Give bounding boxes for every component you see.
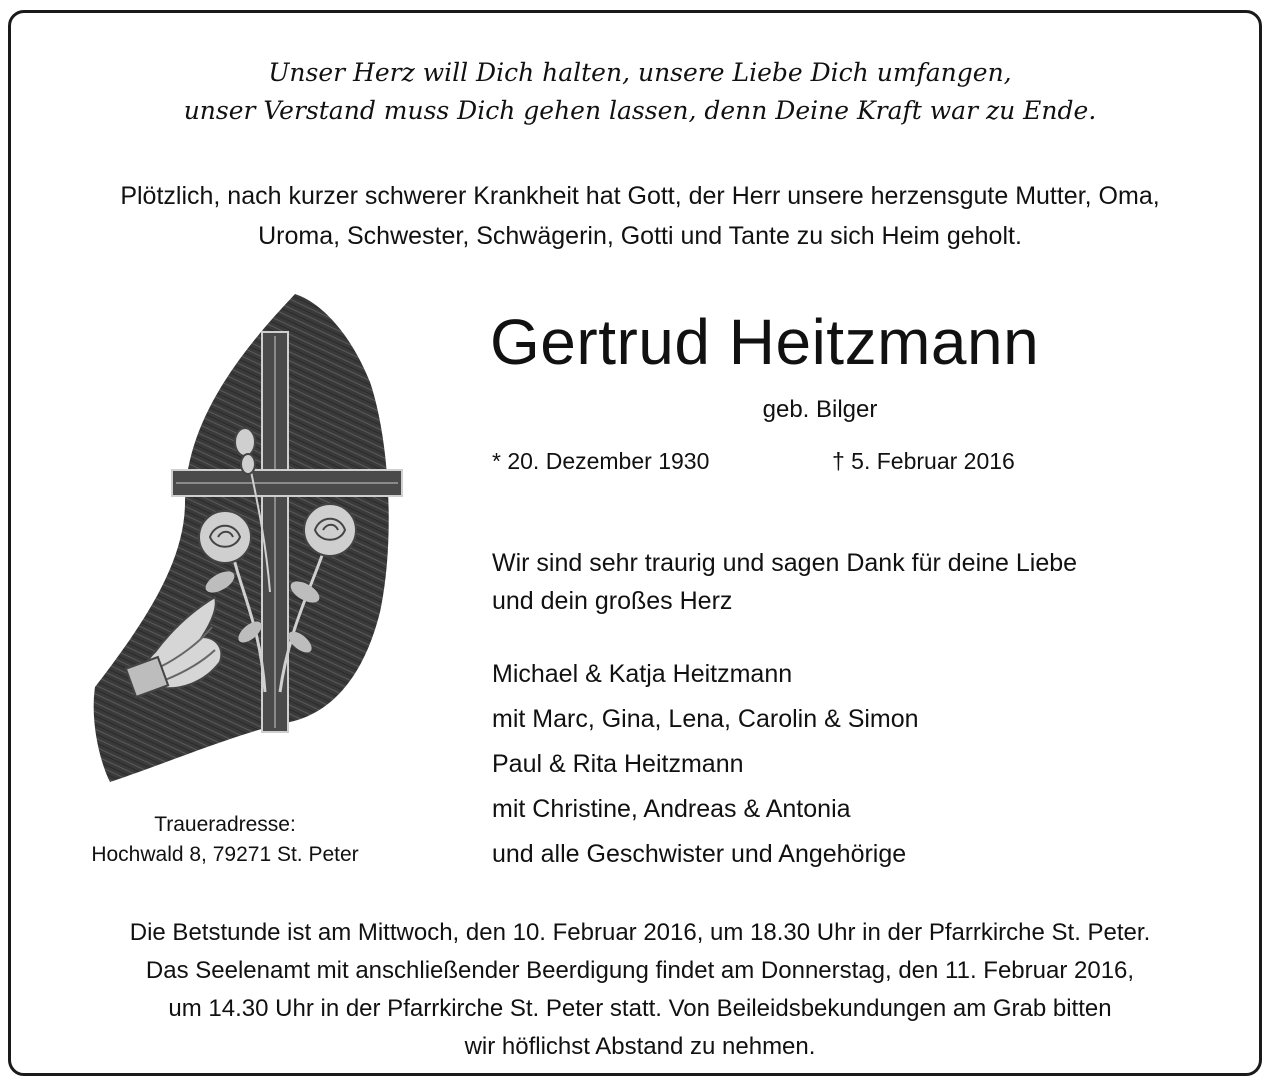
family-line: Paul & Rita Heitzmann [492,750,744,778]
service-info [0,914,1280,1066]
thanks-line-1: Wir sind sehr traurig und sagen Dank für deine Liebe [492,549,1078,577]
address-label: Traueradresse: [154,813,296,836]
mourning-address [40,810,410,870]
cross-with-roses-and-praying-hands-icon [90,292,410,792]
thanks-line-2: und dein großes Herz [492,587,733,615]
intro-text [0,176,1280,256]
memorial-image [90,292,410,792]
service-line-4: wir höflichst Abstand zu nehmen. [464,1033,816,1060]
family-line: und alle Geschwister und Angehörige [492,840,907,868]
rose-right [304,504,356,556]
maiden-name: geb. Bilger [762,396,878,423]
death-date: † 5. Februar 2016 [832,448,1015,474]
service-line-2: Das Seelenamt mit anschließender Beerdigung findet am Donnerstag, den 11. Februar 2016, [145,957,1135,984]
rose-left [199,511,251,563]
family-list [492,652,919,877]
service-line-3: um 14.30 Uhr in der Pfarrkirche St. Peter statt. Von Beileidsbekundungen am Grab bitten [168,995,1112,1022]
verse [0,54,1280,130]
birth-date: * 20. Dezember 1930 [492,448,710,474]
service-line-1: Die Betstunde ist am Mittwoch, den 10. Februar 2016, um 18.30 Uhr in der Pfarrkirche St. Peter. [129,919,1151,946]
family-line: Michael & Katja Heitzmann [492,660,793,688]
thanks-text [492,544,1077,620]
family-line: mit Marc, Gina, Lena, Carolin & Simon [492,705,919,733]
verse-line-1: Unser Herz will Dich halten, unsere Liebe Dich umfangen, [268,58,1012,87]
address-value: Hochwald 8, 79271 St. Peter [91,843,359,866]
intro-line-1: Plötzlich, nach kurzer schwerer Krankheit hat Gott, der Herr unsere herzensgute Mutter, Oma, [120,182,1160,210]
verse-line-2: unser Verstand muss Dich gehen lassen, denn Deine Kraft war zu Ende. [183,96,1097,125]
family-line: mit Christine, Andreas & Antonia [492,795,851,823]
deceased-name: Gertrud Heitzmann [490,306,1040,378]
intro-line-2: Uroma, Schwester, Schwägerin, Gotti und Tante zu sich Heim geholt. [258,222,1022,250]
